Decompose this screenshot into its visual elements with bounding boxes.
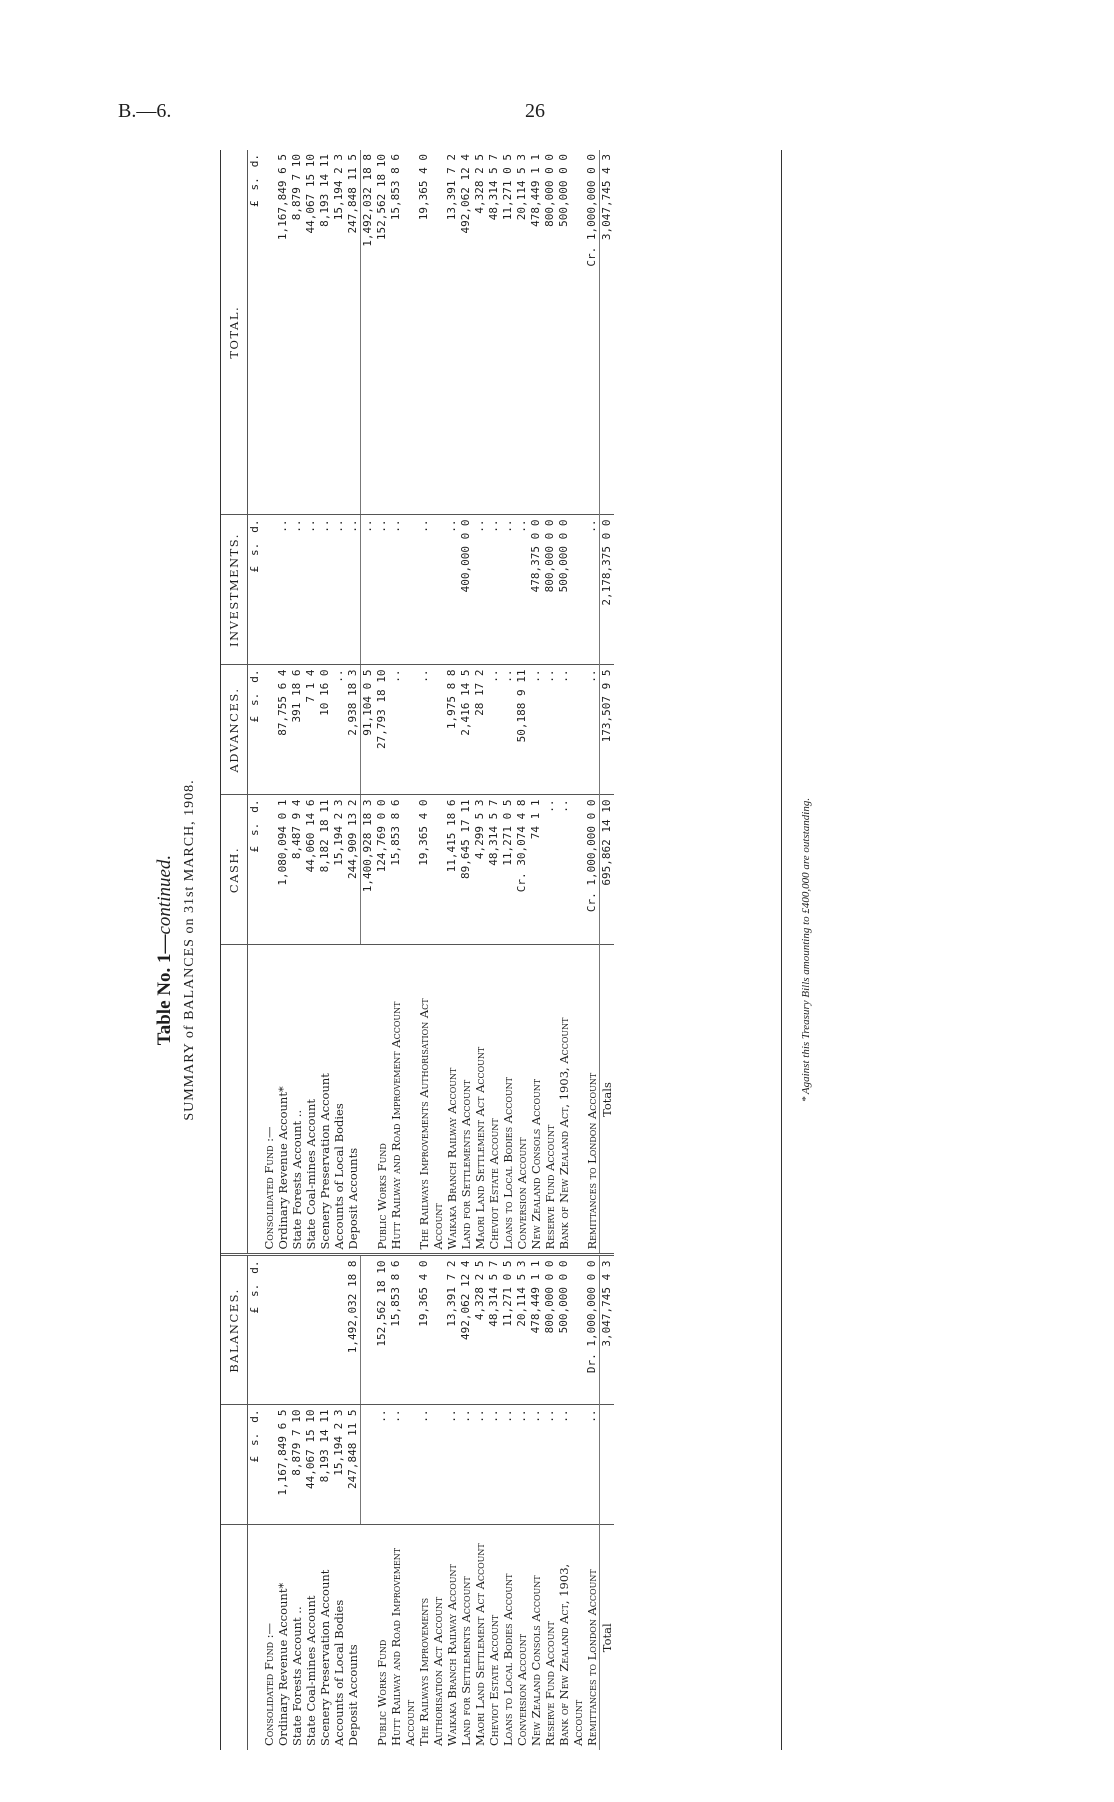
cash-amount: 48,314 5 7: [487, 795, 501, 945]
investments-amount: ..: [361, 515, 376, 665]
left-amount: ..: [459, 1405, 473, 1525]
investments-amount: 478,375 0 0: [529, 515, 543, 665]
total-amount: 19,365 4 0: [417, 150, 445, 515]
account-name-right: Ordinary Revenue Account*: [276, 945, 290, 1255]
balance-amount: 800,000 0 0: [543, 1255, 557, 1405]
header-left-amount: [221, 1405, 248, 1525]
table-row: [276, 150, 290, 1750]
account-name: Deposit Accounts: [346, 1644, 360, 1746]
total-amount: 20,114 5 3: [515, 150, 529, 515]
account-name-right: Maori Land Settlement Act Account: [473, 945, 487, 1255]
total-total: 3,047,745 4 3: [599, 150, 614, 515]
account-name: [361, 1525, 376, 1750]
total-label: Total: [599, 1525, 614, 1750]
table-row: [445, 150, 459, 1750]
table-row: [262, 150, 276, 1750]
table-row: [543, 150, 557, 1750]
left-amount: [361, 1405, 376, 1525]
left-amount: 15,194 2 3: [332, 1405, 346, 1525]
balance-amount: 152,562 18 10: [375, 1255, 389, 1405]
table-row: [487, 150, 501, 1750]
unit-l: £: [248, 1307, 261, 1314]
investments-amount: ..: [318, 515, 332, 665]
rotated-page: [150, 150, 900, 1750]
total-cash: 695,862 14 10: [599, 795, 614, 945]
advances-amount: 7 1 4: [304, 665, 318, 795]
unit-s: s.: [248, 177, 261, 191]
account-name-right: Accounts of Local Bodies: [332, 945, 346, 1255]
account-name-right: Hutt Railway and Road Improvement Account: [389, 945, 417, 1255]
ledger-table-frame: [220, 150, 782, 1750]
advances-amount: 87,755 6 4: [276, 665, 290, 795]
balance-amount: 1,492,032 18 8: [346, 1255, 361, 1405]
cash-amount: 1,080,094 0 1: [276, 795, 290, 945]
table-row: [557, 150, 585, 1750]
table-row: [515, 150, 529, 1750]
left-amount: ..: [543, 1405, 557, 1525]
balance-amount: [318, 1255, 332, 1405]
unit-l: £: [248, 716, 261, 723]
investments-amount: [262, 515, 276, 665]
total-amount: 152,562 18 10: [375, 150, 389, 515]
advances-amount: ..: [487, 665, 501, 795]
advances-amount: 2,416 14 5: [459, 665, 473, 795]
totals-label: Totals: [599, 945, 614, 1255]
table-title: [154, 150, 176, 1750]
total-amount: 492,062 12 4: [459, 150, 473, 515]
cash-units: [248, 795, 263, 945]
cash-amount: 15,853 8 6: [389, 795, 417, 945]
balance-amount: [332, 1255, 346, 1405]
header-cash: CASH.: [221, 795, 248, 945]
units-spacer-right: [248, 945, 263, 1255]
header-advances: ADVANCES.: [221, 665, 248, 795]
balance-amount: 500,000 0 0: [557, 1255, 585, 1405]
cash-amount: 124,769 0 0: [375, 795, 389, 945]
ledger-body: [248, 150, 614, 1750]
account-name-right: Cheviot Estate Account: [487, 945, 501, 1255]
cash-amount: 15,194 2 3: [332, 795, 346, 945]
cash-amount: 89,645 17 11: [459, 795, 473, 945]
balance-amount: [262, 1255, 276, 1405]
account-name: Conversion Account: [515, 1633, 529, 1746]
left-amount: ..: [515, 1405, 529, 1525]
left-amount: 8,193 14 11: [318, 1405, 332, 1525]
table-row: [529, 150, 543, 1750]
unit-s: s.: [248, 692, 261, 706]
total-amount: 478,449 1 1: [529, 150, 543, 515]
unit-l: £: [248, 200, 261, 208]
account-name: Bank of New Zealand Act, 1903, Account: [557, 1563, 585, 1746]
cash-amount: Cr. 1,000,000 0 0: [585, 795, 599, 945]
advances-amount: ..: [585, 665, 599, 795]
table-row: [417, 150, 445, 1750]
investments-amount: 800,000 0 0: [543, 515, 557, 665]
balance-amount: [304, 1255, 318, 1405]
table-row: [346, 150, 361, 1750]
table-row: [389, 150, 417, 1750]
advances-amount: ..: [417, 665, 445, 795]
balance-amount: [290, 1255, 304, 1405]
total-investments: 2,178,375 0 0: [599, 515, 614, 665]
advances-amount: 10 16 0: [318, 665, 332, 795]
total-amount: 1,167,849 6 5: [276, 150, 290, 515]
advances-amount: 391 18 6: [290, 665, 304, 795]
unit-d: d.: [248, 519, 261, 533]
balance-amount: 15,853 8 6: [389, 1255, 417, 1405]
total-amount: 4,328 2 5: [473, 150, 487, 515]
investments-amount: ..: [515, 515, 529, 665]
table-row: [361, 150, 376, 1750]
left-amount: ..: [529, 1405, 543, 1525]
total-balances: 3,047,745 4 3: [599, 1255, 614, 1405]
account-name: Consolidated Fund :—: [262, 1622, 276, 1746]
account-name: New Zealand Consols Account: [529, 1575, 543, 1746]
investments-amount: ..: [417, 515, 445, 665]
investments-amount: ..: [445, 515, 459, 665]
investments-amount: ..: [585, 515, 599, 665]
account-name-right: Remittances to London Account: [585, 945, 599, 1255]
total-amount: 15,194 2 3: [332, 150, 346, 515]
cash-amount: Cr. 30,074 4 8: [515, 795, 529, 945]
investments-amount: ..: [276, 515, 290, 665]
advances-amount: 1,975 8 8: [445, 665, 459, 795]
total-units: [248, 150, 263, 515]
balance-amount: 492,062 12 4: [459, 1255, 473, 1405]
cash-amount: 244,909 13 2: [346, 795, 361, 945]
total-amount: 13,391 7 2: [445, 150, 459, 515]
table-row: [473, 150, 487, 1750]
advances-amount: 28 17 2: [473, 665, 487, 795]
account-name-right: The Railways Improvements Authorisation Act Account: [417, 945, 445, 1255]
left-amount: 44,067 15 10: [304, 1405, 318, 1525]
account-name: Scenery Preservation Account: [318, 1569, 332, 1746]
total-advances: 173,507 9 5: [599, 665, 614, 795]
account-name: State Forests Account ..: [290, 1606, 304, 1746]
account-name-right: Scenery Preservation Account: [318, 945, 332, 1255]
total-amount: 44,067 15 10: [304, 150, 318, 515]
cash-amount: 11,271 0 5: [501, 795, 515, 945]
ledger-table: [221, 150, 614, 1750]
total-amount: 500,000 0 0: [557, 150, 585, 515]
table-row: [501, 150, 515, 1750]
account-name-right: Conversion Account: [515, 945, 529, 1255]
account-name: Remittances to London Account: [585, 1569, 599, 1746]
left-amount: ..: [417, 1405, 445, 1525]
account-name: Ordinary Revenue Account*: [276, 1582, 290, 1746]
account-name: Reserve Fund Account: [543, 1621, 557, 1746]
header-accounts: [221, 1525, 248, 1750]
advances-amount: [262, 665, 276, 795]
units-spacer: [248, 1525, 263, 1750]
unit-l: £: [248, 566, 261, 573]
rotated-content: [150, 150, 900, 1750]
total-amount: 48,314 5 7: [487, 150, 501, 515]
investments-amount: ..: [473, 515, 487, 665]
table-row: [375, 150, 389, 1750]
left-amount: ..: [389, 1405, 417, 1525]
unit-d: d.: [248, 1260, 261, 1274]
balance-amount: 478,449 1 1: [529, 1255, 543, 1405]
account-name-right: Reserve Fund Account: [543, 945, 557, 1255]
total-amount: 8,193 14 11: [318, 150, 332, 515]
account-name: Hutt Railway and Road Improvement Account: [389, 1547, 417, 1746]
left-amount: ..: [557, 1405, 585, 1525]
left-amount: [262, 1405, 276, 1525]
total-amount: 800,000 0 0: [543, 150, 557, 515]
table-row: [459, 150, 473, 1750]
table-title-main: Table No. 1—: [154, 934, 175, 1046]
table-row: [290, 150, 304, 1750]
column-headers: [221, 150, 248, 1750]
footnote: * Against this Treasury Bills amounting to £400,000 are outstanding.: [800, 797, 812, 1103]
unit-d: d.: [248, 669, 261, 683]
cash-amount: 74 1 1: [529, 795, 543, 945]
cash-amount: 4,299 5 3: [473, 795, 487, 945]
advances-amount: ..: [557, 665, 585, 795]
investments-amount: ..: [290, 515, 304, 665]
unit-d: d.: [248, 154, 261, 168]
account-name: The Railways Improvements Authorisation Act Account: [417, 1596, 445, 1746]
left-amount: ..: [473, 1405, 487, 1525]
advances-amount: ..: [389, 665, 417, 795]
investments-amount: ..: [501, 515, 515, 665]
balance-amount: [361, 1255, 376, 1405]
left-amount: 247,848 11 5: [346, 1405, 361, 1525]
table-row: [332, 150, 346, 1750]
cash-amount: ..: [543, 795, 557, 945]
balance-amount: 13,391 7 2: [445, 1255, 459, 1405]
left-amount: ..: [375, 1405, 389, 1525]
investments-amount: ..: [332, 515, 346, 665]
account-name: Public Works Fund: [375, 1639, 389, 1746]
unit-s: s.: [248, 542, 261, 556]
total-amount: [262, 150, 276, 515]
investments-amount: ..: [487, 515, 501, 665]
account-name-right: Waikaka Branch Railway Account: [445, 945, 459, 1255]
advances-amount: 27,793 18 10: [375, 665, 389, 795]
header-investments: INVESTMENTS.: [221, 515, 248, 665]
units-row: [248, 150, 263, 1750]
left-amount: 8,879 7 10: [290, 1405, 304, 1525]
advances-amount: ..: [543, 665, 557, 795]
balance-amount: 11,271 0 5: [501, 1255, 515, 1405]
investments-amount: ..: [375, 515, 389, 665]
unit-s: s.: [248, 1432, 261, 1446]
balance-amount: 48,314 5 7: [487, 1255, 501, 1405]
advances-amount: ..: [332, 665, 346, 795]
total-amount: Cr. 1,000,000 0 0: [585, 150, 599, 515]
account-name-right: [361, 945, 376, 1255]
account-name: Accounts of Local Bodies: [332, 1599, 346, 1746]
advances-amount: 2,938 18 3: [346, 665, 361, 795]
left-amount: ..: [487, 1405, 501, 1525]
header-balances: BALANCES.: [221, 1255, 248, 1405]
balance-amount: 20,114 5 3: [515, 1255, 529, 1405]
account-name: Waikaka Branch Railway Account: [445, 1564, 459, 1746]
balance-amount: [276, 1255, 290, 1405]
cash-amount: 44,060 14 6: [304, 795, 318, 945]
account-name: Land for Settlements Account: [459, 1576, 473, 1746]
left-units: [248, 1405, 263, 1525]
account-name: Loans to Local Bodies Account: [501, 1573, 515, 1746]
unit-d: d.: [248, 799, 261, 813]
investments-amount: ..: [304, 515, 318, 665]
table-title-continued: continued.: [154, 854, 175, 935]
total-left-amount: [599, 1405, 614, 1525]
account-name: State Coal-mines Account: [304, 1595, 318, 1746]
header-accounts-right: [221, 945, 248, 1255]
left-amount: ..: [445, 1405, 459, 1525]
table-subtitle: SUMMARY of BALANCES on 31st MARCH, 1908.: [182, 779, 197, 1121]
account-name-right: State Forests Account ..: [290, 945, 304, 1255]
totals-row: [599, 150, 614, 1750]
investments-amount: ..: [346, 515, 361, 665]
balances-units: [248, 1255, 263, 1405]
page-number: 26: [525, 100, 545, 122]
cash-amount: 11,415 18 6: [445, 795, 459, 945]
cash-amount: 8,182 18 11: [318, 795, 332, 945]
advances-amount: ..: [529, 665, 543, 795]
page-reference: B.—6.: [118, 100, 172, 122]
total-amount: 15,853 8 6: [389, 150, 417, 515]
unit-l: £: [248, 1456, 261, 1463]
advances-units: [248, 665, 263, 795]
header-total: TOTAL.: [221, 150, 248, 515]
account-name-right: Public Works Fund: [375, 945, 389, 1255]
unit-s: s.: [248, 1283, 261, 1297]
account-name-right: New Zealand Consols Account: [529, 945, 543, 1255]
investments-amount: ..: [389, 515, 417, 665]
unit-s: s.: [248, 822, 261, 836]
left-amount: ..: [501, 1405, 515, 1525]
total-amount: 11,271 0 5: [501, 150, 515, 515]
investments-amount: 400,000 0 0: [459, 515, 473, 665]
account-name-right: Bank of New Zealand Act, 1903, Account: [557, 945, 585, 1255]
advances-amount: 91,104 0 5: [361, 665, 376, 795]
cash-amount: 1,400,928 18 3: [361, 795, 376, 945]
account-name-right: Deposit Accounts: [346, 945, 361, 1255]
total-amount: 1,492,032 18 8: [361, 150, 376, 515]
total-amount: 8,879 7 10: [290, 150, 304, 515]
table-row: [318, 150, 332, 1750]
account-name-right: Land for Settlements Account: [459, 945, 473, 1255]
advances-amount: ..: [501, 665, 515, 795]
table-row: [585, 150, 599, 1750]
unit-d: d.: [248, 1409, 261, 1423]
left-amount: ..: [585, 1405, 599, 1525]
investments-units: [248, 515, 263, 665]
account-name: Maori Land Settlement Act Account: [473, 1543, 487, 1746]
advances-amount: 50,188 9 11: [515, 665, 529, 795]
investments-amount: 500,000 0 0: [557, 515, 585, 665]
left-amount: 1,167,849 6 5: [276, 1405, 290, 1525]
account-name-right: Loans to Local Bodies Account: [501, 945, 515, 1255]
unit-l: £: [248, 846, 261, 853]
cash-amount: [262, 795, 276, 945]
cash-amount: ..: [557, 795, 585, 945]
account-name-right: State Coal-mines Account: [304, 945, 318, 1255]
total-amount: 247,848 11 5: [346, 150, 361, 515]
balance-amount: Dr. 1,000,000 0 0: [585, 1255, 599, 1405]
table-row: [304, 150, 318, 1750]
cash-amount: 8,487 9 4: [290, 795, 304, 945]
balance-amount: 4,328 2 5: [473, 1255, 487, 1405]
account-name: Cheviot Estate Account: [487, 1614, 501, 1746]
account-name-right: Consolidated Fund :—: [262, 945, 276, 1255]
cash-amount: 19,365 4 0: [417, 795, 445, 945]
balance-amount: 19,365 4 0: [417, 1255, 445, 1405]
